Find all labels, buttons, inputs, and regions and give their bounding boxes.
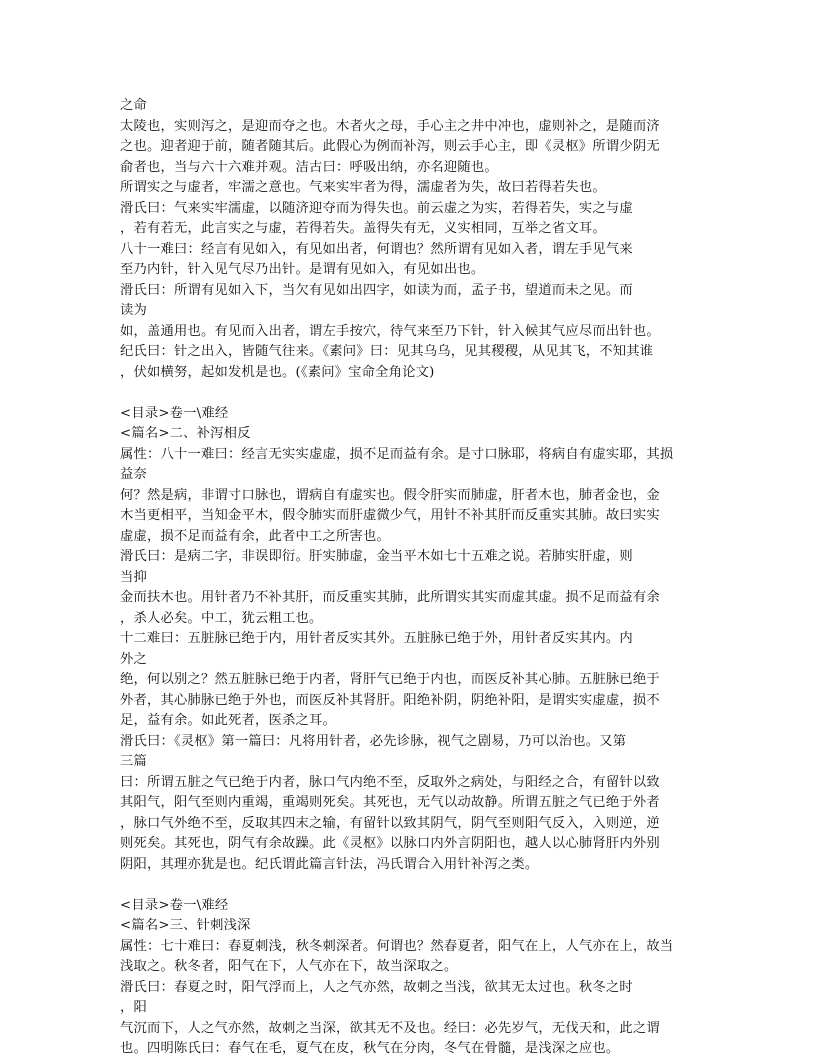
text-line: 如，盖通用也。有见而入出者，谓左手按穴，待气来至乃下针，针入候其气应尽而出针也。 (120, 323, 660, 339)
text-line: 外之 (120, 651, 147, 667)
text-line: 读为 (120, 303, 147, 318)
blank-line (120, 875, 700, 896)
blank-line (120, 383, 700, 404)
text-line: <目录>卷一\难经 (120, 897, 229, 913)
text-line: 属性：七十难曰：春夏刺浅，秋冬刺深者。何谓也？然春夏者，阳气在上，人气亦在上，故当 (120, 938, 674, 954)
text-line: 属性：八十一难曰：经言无实实虚虚，损不足而益有余。是寸口脉耶，将病自有虚实耶，其损 (120, 446, 674, 462)
text-line: 虚虚，损不足而益有余，此者中工之所害也。 (120, 528, 390, 544)
text-line: 金而扶木也。用针者乃不补其肝，而反重实其肺，此所谓实其实而虚其虚。损不足而益有余 (120, 590, 660, 605)
text-line: 也。四明陈氏曰：春气在毛，夏气在皮，秋气在分肉，冬气在骨髓，是浅深之应也。 (120, 1041, 620, 1056)
text-line: 八十一难曰：经言有见如入，有见如出者，何谓也？然所谓有见如入者，谓左手见气来 (120, 241, 633, 257)
text-line: ，阳 (120, 1000, 147, 1015)
text-block (120, 96, 700, 1060)
text-line: 滑氏曰：春夏之时，阳气浮而上，人之气亦然，故刺之当浅，欲其无太过也。秋冬之时 (120, 979, 633, 995)
text-line: 阴阳，其理亦犹是也。纪氏谓此篇言针法，冯氏谓合入用针补泻之类。 (120, 856, 539, 872)
text-line: <篇名>二、补泻相反 (120, 426, 251, 441)
text-line: 三篇 (120, 754, 147, 769)
text-line: 其阳气，阳气至则内重竭，重竭则死矣。其死也，无气以动故静。所谓五脏之气已绝于外者 (120, 795, 660, 810)
text-line: 所谓实之与虚者，牢濡之意也。气来实牢者为得，濡虚者为失，故曰若得若失也。 (120, 180, 606, 195)
text-line: 滑氏曰：《灵枢》第一篇曰：凡将用针者，必先诊脉，视气之剧易，乃可以治也。又第 (120, 733, 627, 749)
text-line: ，脉口气外绝不至，反取其四末之输，有留针以致其阴气，阴气至则阳气反入，入则逆，逆 (120, 815, 660, 831)
text-line: 外者，其心肺脉已绝于外也，而医反补其肾肝。阳绝补阴，阴绝补阳，是谓实实虚虚，损不 (120, 692, 660, 708)
text-line: 滑氏曰：所谓有见如入下，当欠有见如出四字，如读为而，孟子书，望道而未之见。而 (120, 282, 633, 298)
text-line: 木当更相平，当知金平木，假令肺实而肝虚微少气，用针不补其肝而反重实其肺。故曰实实 (120, 508, 660, 523)
text-line: 太陵也，实则泻之，是迎而夺之也。木者火之母，手心主之井中冲也，虚则补之，是随而济 (120, 118, 660, 134)
text-line: 当抑 (120, 569, 147, 585)
text-line: 至乃内针，针入见气尽乃出针。是谓有见如入，有见如出也。 (120, 262, 485, 277)
text-line: 之命 (120, 98, 147, 113)
text-line: 滑氏曰：是病二字，非误即衍。肝实肺虚，金当平木如七十五难之说。若肺实肝虚，则 (120, 549, 633, 564)
text-line: 益奈 (120, 467, 147, 482)
text-line: <篇名>三、针刺浅深 (120, 918, 251, 933)
text-line: ，伏如横努，起如发机是也。(《素问》宝命全角论文) (120, 364, 435, 380)
text-line: 气沉而下，人之气亦然，故刺之当深，欲其无不及也。经曰：必先岁气，无伐天和，此之谓 (120, 1020, 660, 1036)
text-line: 足，益有余。如此死者，医杀之耳。 (120, 713, 336, 728)
text-line: 纪氏曰：针之出入，皆随气往来。《素问》曰：见其乌乌，见其稷稷，从见其飞，不知其谁 (120, 344, 654, 359)
text-line: 何？然是病，非谓寸口脉也，谓病自有虚实也。假令肝实而肺虚，肝者木也，肺者金也，金 (120, 487, 660, 503)
text-line: 俞者也，当与六十六难并观。洁古曰：呼吸出纳，亦名迎随也。 (120, 159, 498, 175)
text-line: 绝，何以别之？然五脏脉已绝于内者，肾肝气已绝于内也，而医反补其心肺。五脏脉已绝于 (120, 672, 660, 687)
text-line: 十二难曰：五脏脉已绝于内，用针者反实其外。五脏脉已绝于外，用针者反实其内。内 (120, 631, 633, 646)
text-line: 曰：所谓五脏之气已绝于内者，脉口气内绝不至，反取外之病处，与阳经之合，有留针以致 (120, 774, 660, 790)
text-line: ，若有若无，此言实之与虚，若得若失。盖得失有无，义实相同，互举之省文耳。 (120, 221, 606, 236)
text-line: 浅取之。秋冬者，阳气在下，人气亦在下，故当深取之。 (120, 959, 458, 974)
text-line: 则死矣。其死也，阴气有余故躁。此《灵枢》以脉口内外言阴阳也，越人以心肺肾肝内外别 (120, 836, 660, 851)
text-line: <目录>卷一\难经 (120, 405, 229, 421)
text-line: ，杀人必矣。中工，犹云粗工也。 (120, 610, 323, 626)
text-line: 滑氏曰：气来实牢濡虚，以随济迎夺而为得失也。前云虚之为实，若得若失，实之与虚 (120, 200, 633, 216)
text-line: 之也。迎者迎于前，随者随其后。此假心为例而补泻，则云手心主，即《灵枢》所谓少阴无 (120, 139, 660, 154)
